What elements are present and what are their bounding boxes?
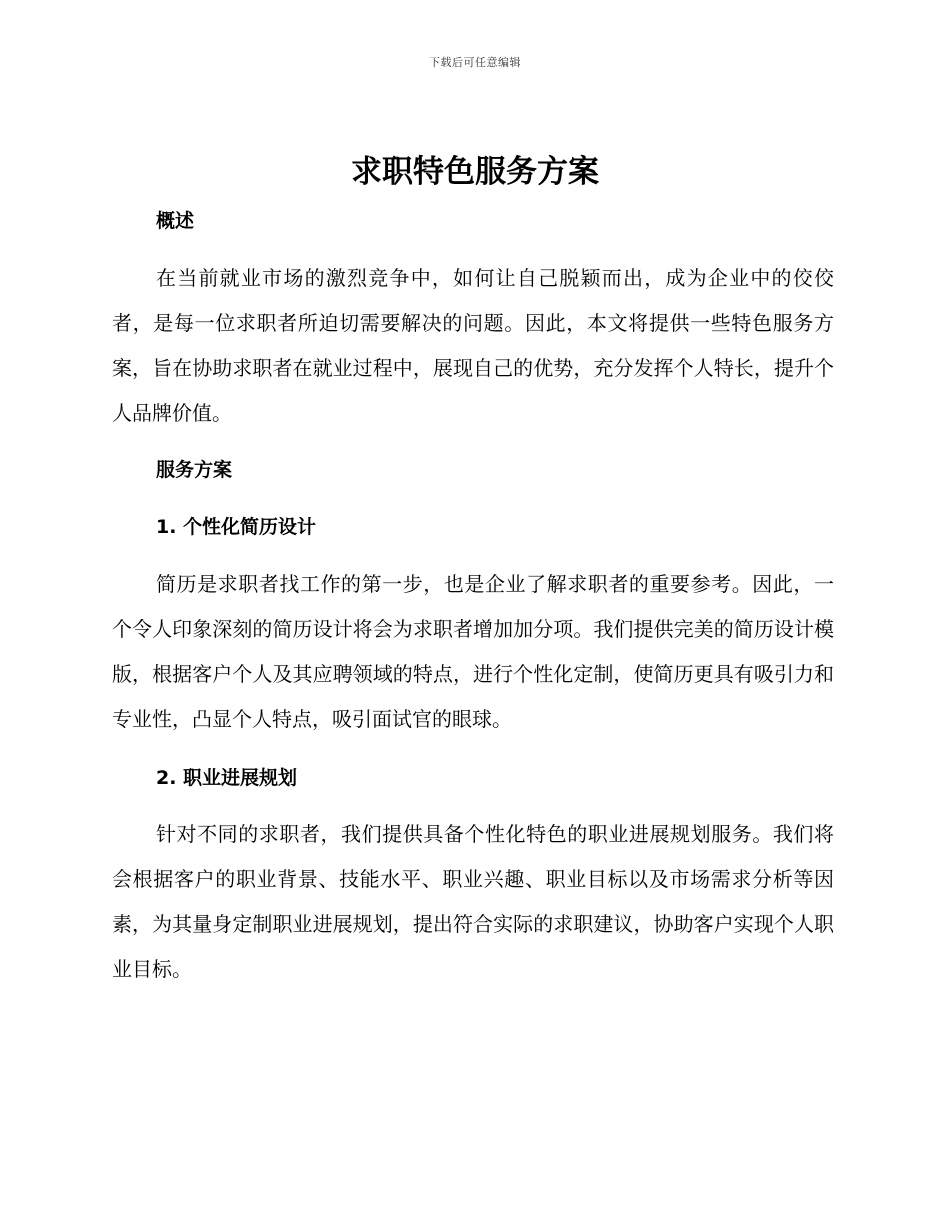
section2-heading-block	[112, 766, 834, 790]
overview-paragraph: 在当前就业市场的激烈竞争中，如何让自己脱颖而出，成为企业中的佼佼者，是每一位求职者所迫切需要解决的问题。因此，本文将提供一些特色服务方案，旨在协助求职者在就业过程中，展现自己的优势，充分发挥个人特长，提升个人品牌价值。	[112, 266, 834, 425]
section1-heading: 1. 个性化简历设计	[156, 516, 317, 538]
overview-heading-block	[112, 209, 834, 233]
section1-paragraph: 简历是求职者找工作的第一步，也是企业了解求职者的重要参考。因此，一个令人印象深刻的简历设计将会为求职者增加加分项。我们提供完美的简历设计模版，根据客户个人及其应聘领域的特点，进行个性化定制，使简历更具有吸引力和专业性，凸显个人特点，吸引面试官的眼球。	[112, 572, 834, 731]
section2-paragraph: 针对不同的求职者，我们提供具备个性化特色的职业进展规划服务。我们将会根据客户的职业背景、技能水平、职业兴趣、职业目标以及市场需求分析等因素，为其量身定制职业进展规划，提出符合实际的求职建议，协助客户实现个人职业目标。	[112, 822, 834, 981]
section2-paragraph-block	[112, 812, 834, 992]
services-heading: 服务方案	[156, 459, 233, 481]
overview-paragraph-block	[112, 256, 834, 436]
header-note: 下载后可任意编辑	[429, 56, 521, 69]
section1-heading-block	[112, 515, 834, 539]
overview-heading: 概述	[156, 210, 195, 232]
services-heading-block	[112, 458, 834, 482]
section2-heading: 2. 职业进展规划	[156, 767, 298, 789]
section1-paragraph-block	[112, 562, 834, 742]
document-title: 求职特色服务方案	[351, 154, 599, 190]
